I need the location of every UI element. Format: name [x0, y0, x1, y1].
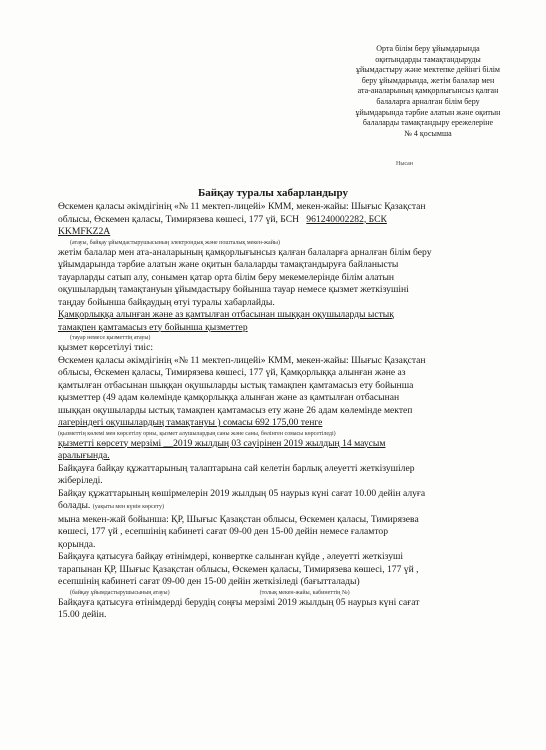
bik-code: KKMFKZ2A — [58, 226, 111, 237]
appendix-line: балаларды тамақтандыру ережелеріне — [362, 118, 494, 128]
text-line: көшесі, 177 үй , есепшінің кабинеті сағат 09-00 ден 15-00 дейін немесе ғаламтор — [58, 526, 388, 537]
appendix-line: оқитындарды тамақтандыруды — [375, 54, 481, 64]
text-line: қамтылған отбасынан шыққан оқушыларды ыстық тамақпен қамтамасыз ету бойынша — [58, 379, 414, 391]
text-line: Өскемен қаласы әкімдігінің «№ 11 мектеп-лицейі» КММ, мекен-жайы: Шығыс Қазақстан — [58, 354, 426, 366]
text-line: лагеріндегі оқушылардың тамақтануы ) сомасы 692 175,00 тенге — [58, 417, 323, 428]
text-line: тауарларды сатып алу, сонымен қатар орта білім беру мекемелерінде білім алатын — [58, 271, 395, 283]
text-line: болады. (уақыты мен күнін көрсету) — [58, 500, 164, 511]
appendix-line: ұйымдастыру және мектепке дейінгі білім — [355, 65, 500, 75]
appendix-note — [338, 44, 518, 139]
text-line: шыққан оқушыларды ыстық тамақпен қамтамасыз ету және 26 адам көлемінде мектеп — [58, 404, 413, 416]
service-period: аралығында. — [58, 450, 110, 461]
bin-bik: 961240002282, БСК — [306, 213, 387, 225]
text-line: жіберіледі. — [58, 475, 103, 486]
text-line: таңдау бойынша байқаудың өтуі туралы хабарлайды. — [58, 296, 275, 308]
field-hint: (атауы, байқау ұйымдастырушысының электрондық және пошталық мекен-жайы) — [70, 239, 280, 246]
field-hint: (уақыты мен күнін көрсету) — [92, 504, 164, 510]
field-hint: (қызметтің көлемі мен көрсетілу орны, қызмет алушылардың саны және саны, бөлінген сомасы көрсетіледі) — [58, 430, 336, 437]
text-line: Байқауға қатысуға байқау өтінімдері, конвертке салынған күйде , әлеуетті жеткізуші — [58, 551, 404, 562]
text-line: қызметтер (49 адам көлемінде қамқорлыққа алынған және аз қамтылған отбасынан — [58, 392, 400, 403]
text-line: есепшінің кабинеті сағат 09-00 ден 15-00 дейін жеткізіледі (бағытталады) — [58, 576, 360, 587]
appendix-line: беру ұйымдарында, жетім балалар мен — [361, 75, 495, 85]
text-line: қорында. — [58, 538, 96, 550]
service-period: қызметті көрсету мерзімі __2019 жылдың 03 сәуірінен 2019 жылдың 14 маусым — [58, 437, 386, 449]
appendix-line: ұйымдарында тәрбие алатын және оқитын — [355, 107, 501, 117]
text-line: қызмет көрсетілуі тиіс: — [58, 342, 153, 353]
service-name-line: тамақпен қамтамасыз ету бойынша қызметтер — [58, 321, 248, 333]
field-hint: (тауар немесе қызметтің атауы) — [70, 335, 151, 341]
document-body — [58, 201, 524, 622]
appendix-line: ата-аналарының қамқорлығынсыз қалған — [357, 86, 499, 96]
text-line: мына мекен-жай бойынша: ҚР, Шығыс Қазақстан облысы, Өскемен қаласы, Тимирязева — [58, 513, 419, 525]
field-hint: (байқау ұйымдастырушысының атауы) (толық мекен-жайы, кабинеттің №) — [70, 589, 350, 596]
appendix-line: № 4 қосымша — [404, 128, 452, 138]
text-line: тарапынан ҚР, Шығыс Қазақстан облысы, Өскемен қаласы, Тимирязева көшесі, 177 үй , — [58, 563, 419, 575]
text-line: Байқауға байқау құжаттарының талаптарына сай келетін барлық әлеуетті жеткізушілер — [58, 462, 415, 474]
text-line: жетім балалар мен ата-аналарының қамқорлығынсыз қалған балаларға арналған білім беру — [58, 246, 432, 258]
appendix-line: балаларға арналған білім беру — [376, 96, 480, 106]
text-line: облысы, Өскемен қаласы, Тимирязева көшесі, 177 үй, Қамқорлыққа алынған және аз — [58, 367, 406, 378]
text-line: оқушылардың тамақтануын ұйымдастыру бойынша тауар немесе қызмет жеткізушіні — [58, 284, 409, 295]
text-line: облысы, Өскемен қаласы, Тимирязева көшесі, 177 үй, БСН 961240002282, БСК — [58, 213, 387, 225]
form-label: Нысан — [396, 161, 413, 167]
text-line: 15.00 дейін. — [58, 609, 107, 620]
appendix-line: Орта білім беру ұйымдарында — [376, 44, 480, 53]
text-line: Байқауға қатысуға өтінімдерді берудің соңғы мерзімі 2019 жылдың 05 наурыз күні сағат — [58, 596, 420, 608]
text-line: Байқау құжаттарының көшірмелерін 2019 жылдың 05 наурыз күні сағат 10.00 дейін алуға — [58, 487, 426, 499]
service-name-line: Қамқорлыққа алынған және аз қамтылған отбасынан шыққан оқушыларды ыстық — [58, 309, 394, 320]
text-line: ұйымдарында тәрбие алатын және оқитын балаларды тамақтандыруға байланысты — [58, 259, 399, 270]
text-line: Өскемен қаласы әкімдігінің «№ 11 мектеп-лицейі» КММ, мекен-жайы: Шығыс Қазақстан — [58, 201, 426, 212]
document-title: Байқау туралы хабарландыру — [198, 187, 348, 199]
